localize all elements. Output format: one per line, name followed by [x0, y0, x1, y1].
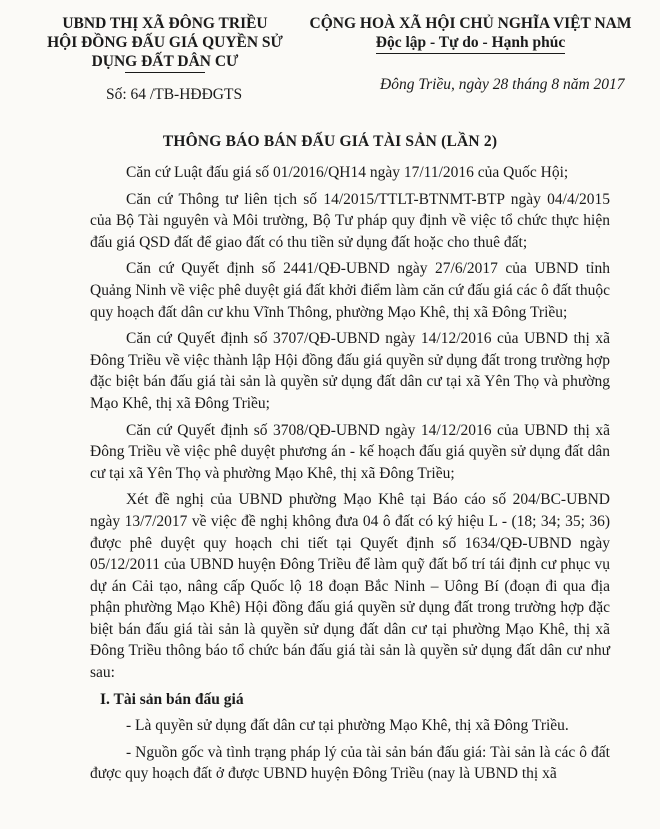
document-date: Đông Triều, ngày 28 tháng 8 năm 2017 [380, 76, 625, 93]
paragraph: Căn cứ Thông tư liên tịch số 14/2015/TTLT-BTNMT-BTP ngày 04/4/2015 của Bộ Tài nguyên và Môi trường, Bộ Tư pháp quy định về việc tổ chức thực hiện đấu giá QSD đất để giao đất có thu tiền sử dụng đất hoặc cho thuê đất; [90, 190, 610, 251]
document-title: THÔNG BÁO BÁN ĐẤU GIÁ TÀI SẢN (LẦN 2) [162, 133, 498, 150]
section-item: - Là quyền sử dụng đất dân cư tại phường Mạo Khê, thị xã Đông Triều. [126, 717, 569, 735]
paragraph: Căn cứ Quyết định số 2441/QĐ-UBND ngày 27/6/2017 của UBND tỉnh Quảng Ninh về việc phê duyệt giá đất khởi điểm làm căn cứ đấu giá các ô đất thuộc quy hoạch đất dân cư khu Vĩnh Thông, phường Mạo Khê, thị xã Đông Triều; [90, 260, 610, 321]
header-divider [125, 72, 205, 73]
national-header [298, 14, 643, 54]
issuing-organization [40, 14, 290, 71]
org-line-2: HỘI ĐỒNG ĐẤU GIÁ QUYỀN SỬ [47, 34, 283, 51]
section-item: - Nguồn gốc và tình trạng pháp lý của tài sản bán đấu giá: Tài sản là các ô đất được quy hoạch đất ở được UBND huyện Đông Triều (nay là UBND thị xã [90, 743, 610, 783]
paragraph: Căn cứ Luật đấu giá số 01/2016/QH14 ngày 17/11/2016 của Quốc Hội; [126, 164, 569, 181]
paragraph: Căn cứ Quyết định số 3707/QĐ-UBND ngày 14/12/2016 của UBND thị xã Đông Triều về việc thành lập Hội đồng đấu giá quyền sử dụng đất trong trường hợp đặc biệt bán đấu giá tài sản là quyền sử dụng đất dân cư tại xã Yên Thọ và phường Mạo Khê, thị xã Đông Triều; [90, 330, 610, 412]
org-line-3: DỤNG ĐẤT DÂN CƯ [91, 53, 239, 70]
section-heading: I. Tài sản bán đấu giá [100, 690, 244, 708]
paragraph: Xét đề nghị của UBND phường Mạo Khê tại Báo cáo số 204/BC-UBND ngày 13/7/2017 về việc đề nghị không đưa 04 ô đất có ký hiệu L - (18; 34; 35; 36) được phê duyệt quy hoạch chi tiết tại Quyết định số 1634/QĐ-UBND ngày 05/12/2011 của UBND huyện Đông Triều để làm quỹ đất bố trí tái định cư phục vụ dự án Cải tạo, nâng cấp Quốc lộ 18 đoạn Bắc Ninh – Uông Bí (đoạn đi qua địa phận phường Mạo Khê) Hội đồng đấu giá quyền sử dụng đất trong trường hợp đặc biệt bán đấu giá tài sản là quyền sử dụng đất dân cư tại phường Mạo Khê, thị xã Đông Triều thông báo tổ chức bán đấu giá tài sản là quyền sử dụng đất dân cư như sau: [90, 491, 610, 682]
republic-name: CỘNG HOÀ XÃ HỘI CHỦ NGHĨA VIỆT NAM [309, 15, 632, 32]
national-motto: Độc lập - Tự do - Hạnh phúc [376, 33, 565, 54]
document-body [90, 162, 610, 790]
org-line-1: UBND THỊ XÃ ĐÔNG TRIỀU [62, 15, 268, 32]
paragraph: Căn cứ Quyết định số 3708/QĐ-UBND ngày 14/12/2016 của UBND thị xã Đông Triều về việc phê duyệt phương án - kế hoạch đấu giá quyền sử dụng đất dân cư tại xã Yên Thọ và phường Mạo Khê, thị xã Đông Triều; [90, 421, 610, 482]
document-number: Số: 64 /TB-HĐĐGTS [106, 86, 243, 103]
